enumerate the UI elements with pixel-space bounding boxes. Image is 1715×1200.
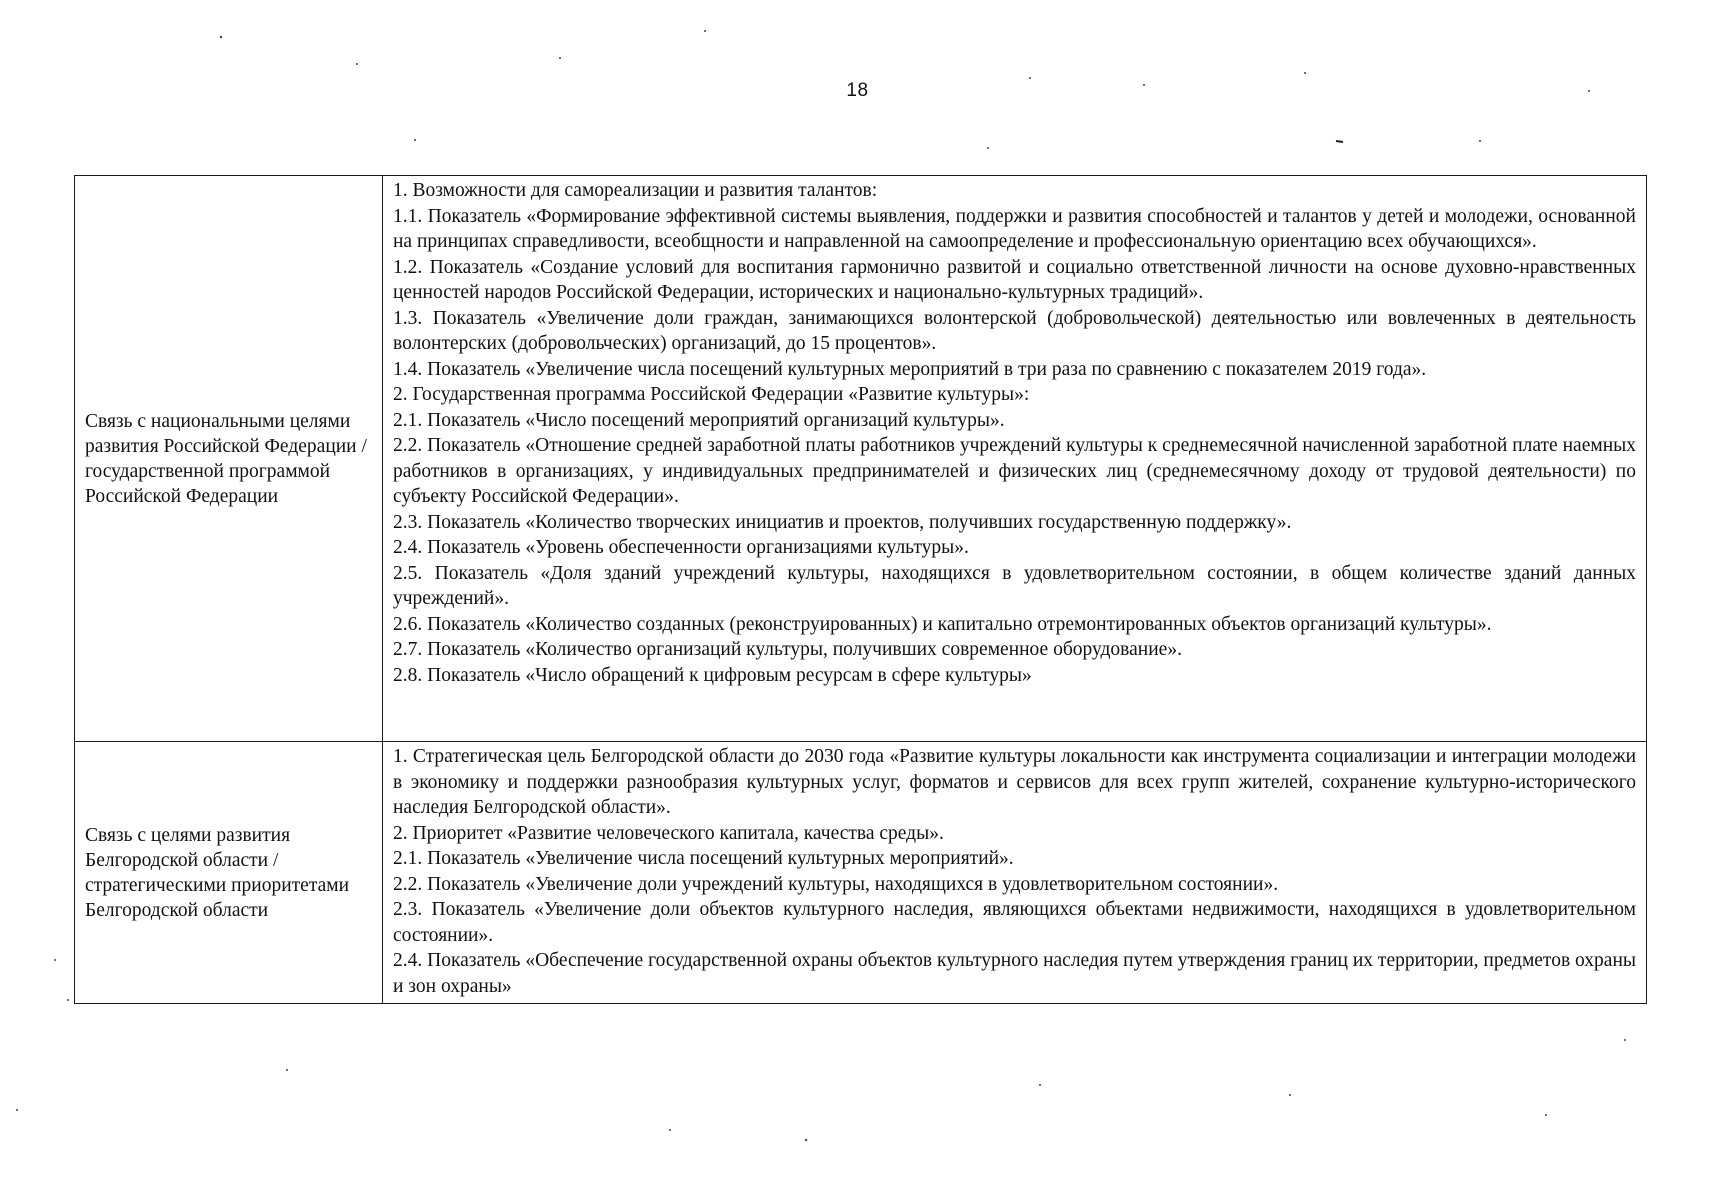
row-label-national-goals: Связь с национальными целями развития Российской Федерации / государственной программой Российской Федерации [75,176,383,742]
list-item: 2.2. Показатель «Отношение средней заработной платы работников учреждений культуры к среднемесячной начисленной заработной плате наемных работников в организациях, у индивидуальных предпринимателей и физических лиц (среднемесячному доходу от трудовой деятельности) по субъекту Российской Федерации». [393,435,1636,507]
list-item: 1.4. Показатель «Увеличение числа посещений культурных мероприятий в три раза по сравнению с показателем 2019 года». [393,358,1427,380]
row-content-regional-goals [383,742,1647,1004]
list-item: 1. Стратегическая цель Белгородской области до 2030 года «Развитие культуры локальности как инструмента социализации и интеграции молодежи в экономику и поддержки разнообразия культурных услуг, форматов и сервисов для всех групп жителей, сохранение культурно-исторического наследия Белгородской области». [393,746,1636,818]
list-item: 2. Государственная программа Российской Федерации «Развитие культуры»: [393,384,1030,405]
table-row-regional-goals [75,742,1647,1004]
list-item: 2.1. Показатель «Увеличение числа посещений культурных мероприятий». [393,848,1014,869]
list-item: 1.2. Показатель «Создание условий для воспитания гармонично развитой и социально ответственной личности на основе духовно-нравственных ценностей народов Российской Федерации, исторических и национально-культурных традиций». [393,256,1636,303]
row-label-regional-goals: Связь с целями развития Белгородской области / стратегическими приоритетами Белгородской области [75,742,383,1004]
list-item: 1.1. Показатель «Формирование эффективной системы выявления, поддержки и развития способностей и талантов у детей и молодежи, основанной на принципах справедливости, всеобщности и направленной на самоопределение и профессиональную ориентацию всех обучающихся». [393,205,1636,252]
list-item: 2.1. Показатель «Число посещений мероприятий организаций культуры». [393,409,1005,431]
list-item: 2.7. Показатель «Количество организаций культуры, получивших современное оборудование». [393,639,1182,660]
list-item: 2.6. Показатель «Количество созданных (реконструированных) и капитально отремонтированных объектов организаций культуры». [393,613,1492,635]
list-item: 2.5. Показатель «Доля зданий учреждений культуры, находящихся в удовлетворительном состоянии, в общем количестве зданий данных учреждений». [393,562,1636,609]
list-item: 2.8. Показатель «Число обращений к цифровым ресурсам в сфере культуры» [393,664,1032,686]
list-item: 2.4. Показатель «Обеспечение государственной охраны объектов культурного наследия путем утверждения границ их территории, предметов охраны и зон охраны» [393,950,1636,997]
list-item: 2.2. Показатель «Увеличение доли учреждений культуры, находящихся в удовлетворительном состоянии». [393,873,1279,895]
list-item: 2. Приоритет «Развитие человеческого капитала, качества среды». [393,822,944,844]
table-row-national-goals [75,176,1647,742]
page-number: 18 [846,80,869,101]
goals-linkage-table [74,175,1647,1004]
list-item: 1. Возможности для самореализации и развития талантов: [393,180,878,201]
list-item: 2.3. Показатель «Количество творческих инициатив и проектов, получивших государственную поддержку». [393,511,1292,533]
list-item: 2.3. Показатель «Увеличение доли объектов культурного наследия, являющихся объектами недвижимости, находящихся в удовлетворительном состоянии». [393,899,1636,946]
list-item: 1.3. Показатель «Увеличение доли граждан, занимающихся волонтерской (добровольческой) деятельностью или вовлеченных в деятельность волонтерских (добровольческих) организаций, до 15 процентов». [393,307,1636,354]
list-item: 2.4. Показатель «Уровень обеспеченности организациями культуры». [393,537,969,558]
row-content-national-goals [383,176,1647,742]
